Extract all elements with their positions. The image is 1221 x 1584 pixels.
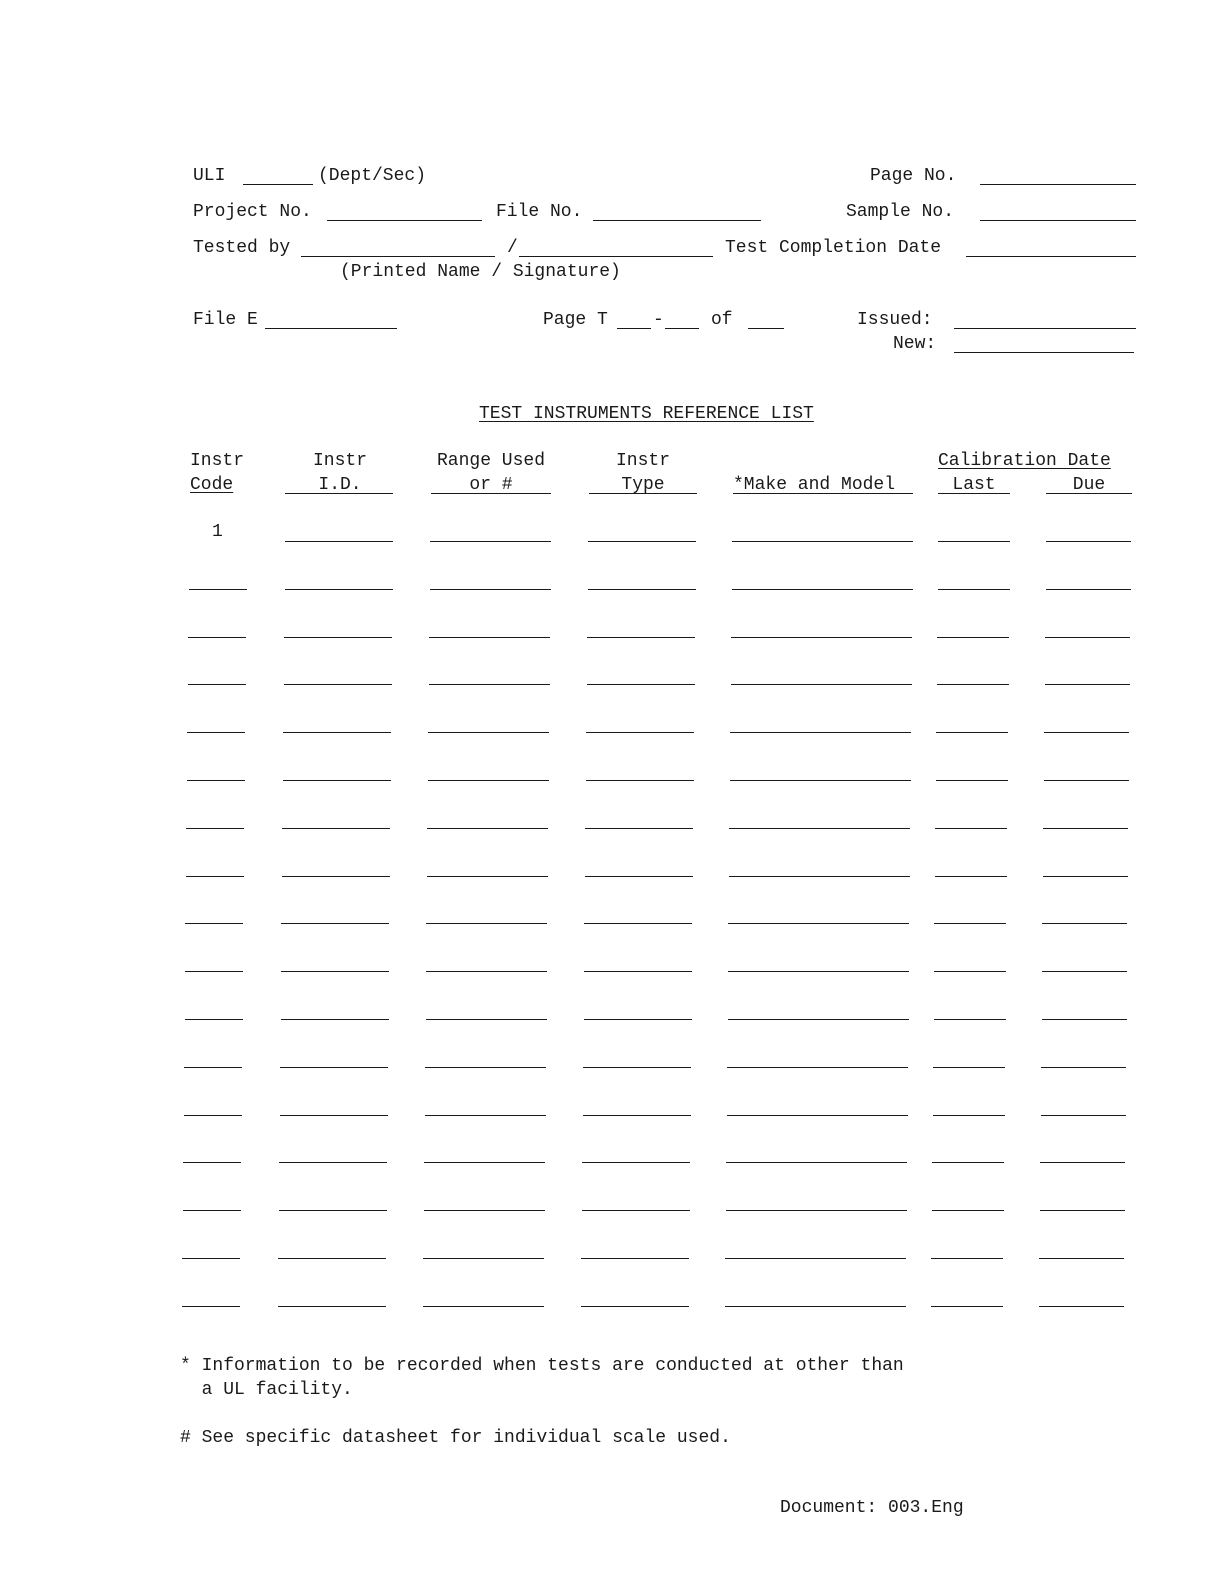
row-16-last-field[interactable]: [931, 1258, 1003, 1259]
row-16-instr-id-field[interactable]: [278, 1258, 386, 1259]
project-no-field[interactable]: [327, 220, 482, 221]
row-1-last-field[interactable]: [938, 541, 1010, 542]
row-8-type-field[interactable]: [585, 876, 693, 877]
row-14-instr-id-field[interactable]: [279, 1162, 387, 1163]
row-7-code-field[interactable]: [186, 828, 244, 829]
file-no-field[interactable]: [593, 220, 761, 221]
row-12-range-field[interactable]: [425, 1067, 546, 1068]
row-11-due-field[interactable]: [1042, 1019, 1127, 1020]
file-e-field[interactable]: [265, 328, 397, 329]
row-11-code-field[interactable]: [185, 1019, 243, 1020]
row-6-code-field[interactable]: [187, 780, 245, 781]
row-8-due-field[interactable]: [1043, 876, 1128, 877]
row-4-make-model-field[interactable]: [731, 684, 912, 685]
row-13-range-field[interactable]: [425, 1115, 546, 1116]
sample-no-label: Sample No.: [846, 202, 955, 222]
row-16-make-model-field[interactable]: [725, 1258, 906, 1259]
row-4-code-field[interactable]: [188, 684, 246, 685]
row-3-due-field[interactable]: [1045, 637, 1130, 638]
row-15-range-field[interactable]: [424, 1210, 545, 1211]
row-14-type-field[interactable]: [582, 1162, 690, 1163]
row-15-instr-id-field[interactable]: [279, 1210, 387, 1211]
row-2-code-field[interactable]: [189, 589, 247, 590]
tested-by-label: Tested by: [193, 238, 291, 258]
row-5-instr-id-field[interactable]: [283, 732, 391, 733]
row-8-make-model-field[interactable]: [729, 876, 910, 877]
row-7-range-field[interactable]: [427, 828, 548, 829]
issued-label: Issued:: [857, 310, 933, 330]
row-8-last-field[interactable]: [935, 876, 1007, 877]
tested-by-signature-field[interactable]: [519, 256, 713, 257]
row-9-type-field[interactable]: [584, 923, 692, 924]
row-17-type-field[interactable]: [581, 1306, 689, 1307]
row-15-make-model-field[interactable]: [726, 1210, 907, 1211]
row-6-due-field[interactable]: [1044, 780, 1129, 781]
row-10-make-model-field[interactable]: [728, 971, 909, 972]
row-5-code-field[interactable]: [187, 732, 245, 733]
col-last: Last: [952, 475, 996, 495]
page-t-end-field[interactable]: [665, 328, 699, 329]
row-15-due-field[interactable]: [1040, 1210, 1125, 1211]
col-instr-code-line1: Instr: [190, 451, 245, 471]
row-9-last-field[interactable]: [934, 923, 1006, 924]
row-14-range-field[interactable]: [424, 1162, 545, 1163]
row-8-instr-id-field[interactable]: [282, 876, 390, 877]
row-15-type-field[interactable]: [582, 1210, 690, 1211]
col-instr-id-line2: I.D.: [318, 475, 362, 495]
row-9-range-field[interactable]: [426, 923, 547, 924]
file-e-label: File E: [193, 310, 258, 330]
row-6-instr-id-field[interactable]: [283, 780, 391, 781]
row-9-code-field[interactable]: [185, 923, 243, 924]
footnote-star-line2: a UL facility.: [180, 1380, 353, 1400]
row-4-instr-id-field[interactable]: [284, 684, 392, 685]
page-t-start-field[interactable]: [617, 328, 651, 329]
row-8-code-field[interactable]: [186, 876, 244, 877]
col-type-line1: Instr: [615, 451, 670, 471]
row-12-instr-id-field[interactable]: [280, 1067, 388, 1068]
row-5-make-model-field[interactable]: [730, 732, 911, 733]
form-title: TEST INSTRUMENTS REFERENCE LIST: [479, 404, 814, 424]
footnote-hash: # See specific datasheet for individual scale used.: [180, 1428, 731, 1448]
row-9-instr-id-field[interactable]: [281, 923, 389, 924]
col-make-model: *Make and Model: [733, 475, 896, 495]
row-4-due-field[interactable]: [1045, 684, 1130, 685]
footnote-star-line1: * Information to be recorded when tests are conducted at other than: [180, 1356, 904, 1376]
row-11-last-field[interactable]: [934, 1019, 1006, 1020]
row-6-range-field[interactable]: [428, 780, 549, 781]
row-7-type-field[interactable]: [585, 828, 693, 829]
row-12-code-field[interactable]: [184, 1067, 242, 1068]
row-12-make-model-field[interactable]: [727, 1067, 908, 1068]
row-6-type-field[interactable]: [586, 780, 694, 781]
of-label: of: [711, 310, 733, 330]
row-11-instr-id-field[interactable]: [281, 1019, 389, 1020]
row-7-due-field[interactable]: [1043, 828, 1128, 829]
row-3-type-field[interactable]: [587, 637, 695, 638]
row-3-make-model-field[interactable]: [731, 637, 912, 638]
col-range-line1: Range Used: [436, 451, 546, 471]
row-14-due-field[interactable]: [1040, 1162, 1125, 1163]
row-2-instr-id-field[interactable]: [285, 589, 393, 590]
row-15-code-field[interactable]: [183, 1210, 241, 1211]
page-no-label: Page No.: [870, 166, 957, 186]
col-type-line2: Type: [621, 475, 665, 495]
dept-sec-label: (Dept/Sec): [318, 166, 427, 186]
row-5-type-field[interactable]: [586, 732, 694, 733]
row-2-type-field[interactable]: [588, 589, 696, 590]
row-4-type-field[interactable]: [587, 684, 695, 685]
document-id: Document: 003.Eng: [780, 1498, 964, 1518]
row-17-code-field[interactable]: [182, 1306, 240, 1307]
row-7-last-field[interactable]: [935, 828, 1007, 829]
row-1-type-field[interactable]: [588, 541, 696, 542]
row-2-range-field[interactable]: [430, 589, 551, 590]
row-7-instr-id-field[interactable]: [282, 828, 390, 829]
row-16-type-field[interactable]: [581, 1258, 689, 1259]
col-last-rule: [938, 493, 1010, 494]
row-12-due-field[interactable]: [1041, 1067, 1126, 1068]
new-label: New:: [893, 334, 937, 354]
col-instr-code-line2: Code: [190, 475, 234, 495]
row-3-last-field[interactable]: [937, 637, 1009, 638]
test-completion-field[interactable]: [966, 256, 1136, 257]
uli-field[interactable]: [243, 184, 313, 185]
row-4-last-field[interactable]: [937, 684, 1009, 685]
row-1-make-model-field[interactable]: [732, 541, 913, 542]
row-2-last-field[interactable]: [938, 589, 1010, 590]
row-14-make-model-field[interactable]: [726, 1162, 907, 1163]
row-17-due-field[interactable]: [1039, 1306, 1124, 1307]
row-17-last-field[interactable]: [931, 1306, 1003, 1307]
col-instr-id-rule: [285, 493, 393, 494]
row-10-instr-id-field[interactable]: [281, 971, 389, 972]
row-6-make-model-field[interactable]: [730, 780, 911, 781]
row-2-make-model-field[interactable]: [732, 589, 913, 590]
row-10-type-field[interactable]: [584, 971, 692, 972]
row-13-due-field[interactable]: [1041, 1115, 1126, 1116]
row-14-code-field[interactable]: [183, 1162, 241, 1163]
row-13-instr-id-field[interactable]: [280, 1115, 388, 1116]
test-completion-label: Test Completion Date: [725, 238, 942, 258]
tested-by-name-field[interactable]: [301, 256, 495, 257]
row-11-make-model-field[interactable]: [728, 1019, 909, 1020]
page-t-dash: -: [653, 310, 664, 330]
col-range-rule: [431, 493, 551, 494]
row-1-range-field[interactable]: [430, 541, 551, 542]
row-10-code-field[interactable]: [185, 971, 243, 972]
row-13-code-field[interactable]: [184, 1115, 242, 1116]
row-1-instr-id-field[interactable]: [285, 541, 393, 542]
row-9-make-model-field[interactable]: [728, 923, 909, 924]
page-total-field[interactable]: [748, 328, 784, 329]
row-17-range-field[interactable]: [423, 1306, 544, 1307]
sample-no-field[interactable]: [980, 220, 1136, 221]
row-2-due-field[interactable]: [1046, 589, 1131, 590]
row-15-last-field[interactable]: [932, 1210, 1004, 1211]
row-16-range-field[interactable]: [423, 1258, 544, 1259]
col-type-rule: [589, 493, 697, 494]
row-12-type-field[interactable]: [583, 1067, 691, 1068]
col-instr-id-line1: Instr: [312, 451, 367, 471]
row-13-last-field[interactable]: [933, 1115, 1005, 1116]
row-5-range-field[interactable]: [428, 732, 549, 733]
row-11-range-field[interactable]: [426, 1019, 547, 1020]
file-no-label: File No.: [496, 202, 583, 222]
row-5-due-field[interactable]: [1044, 732, 1129, 733]
row-16-due-field[interactable]: [1039, 1258, 1124, 1259]
row-5-last-field[interactable]: [936, 732, 1008, 733]
col-range-line2: or #: [469, 475, 513, 495]
printed-name-signature-caption: (Printed Name / Signature): [340, 262, 621, 282]
col-due: Due: [1072, 475, 1106, 495]
row-17-make-model-field[interactable]: [725, 1306, 906, 1307]
row-11-type-field[interactable]: [584, 1019, 692, 1020]
row-13-type-field[interactable]: [583, 1115, 691, 1116]
first-row-code: 1: [212, 522, 223, 542]
row-10-due-field[interactable]: [1042, 971, 1127, 972]
issued-field[interactable]: [954, 328, 1136, 329]
row-14-last-field[interactable]: [932, 1162, 1004, 1163]
row-13-make-model-field[interactable]: [727, 1115, 908, 1116]
row-9-due-field[interactable]: [1042, 923, 1127, 924]
row-16-code-field[interactable]: [182, 1258, 240, 1259]
row-6-last-field[interactable]: [936, 780, 1008, 781]
row-8-range-field[interactable]: [427, 876, 548, 877]
row-10-range-field[interactable]: [426, 971, 547, 972]
row-10-last-field[interactable]: [934, 971, 1006, 972]
slash-separator: /: [507, 238, 518, 258]
row-7-make-model-field[interactable]: [729, 828, 910, 829]
row-17-instr-id-field[interactable]: [278, 1306, 386, 1307]
row-3-range-field[interactable]: [429, 637, 550, 638]
row-1-due-field[interactable]: [1046, 541, 1131, 542]
uli-label: ULI: [193, 166, 226, 186]
col-calibration-date: Calibration Date: [938, 451, 1111, 471]
project-no-label: Project No.: [193, 202, 312, 222]
col-due-rule: [1046, 493, 1132, 494]
row-4-range-field[interactable]: [429, 684, 550, 685]
new-field[interactable]: [954, 352, 1134, 353]
page-t-label: Page T: [543, 310, 608, 330]
row-12-last-field[interactable]: [933, 1067, 1005, 1068]
page-no-field[interactable]: [980, 184, 1136, 185]
row-3-instr-id-field[interactable]: [284, 637, 392, 638]
col-make-model-rule: [733, 493, 913, 494]
row-3-code-field[interactable]: [188, 637, 246, 638]
